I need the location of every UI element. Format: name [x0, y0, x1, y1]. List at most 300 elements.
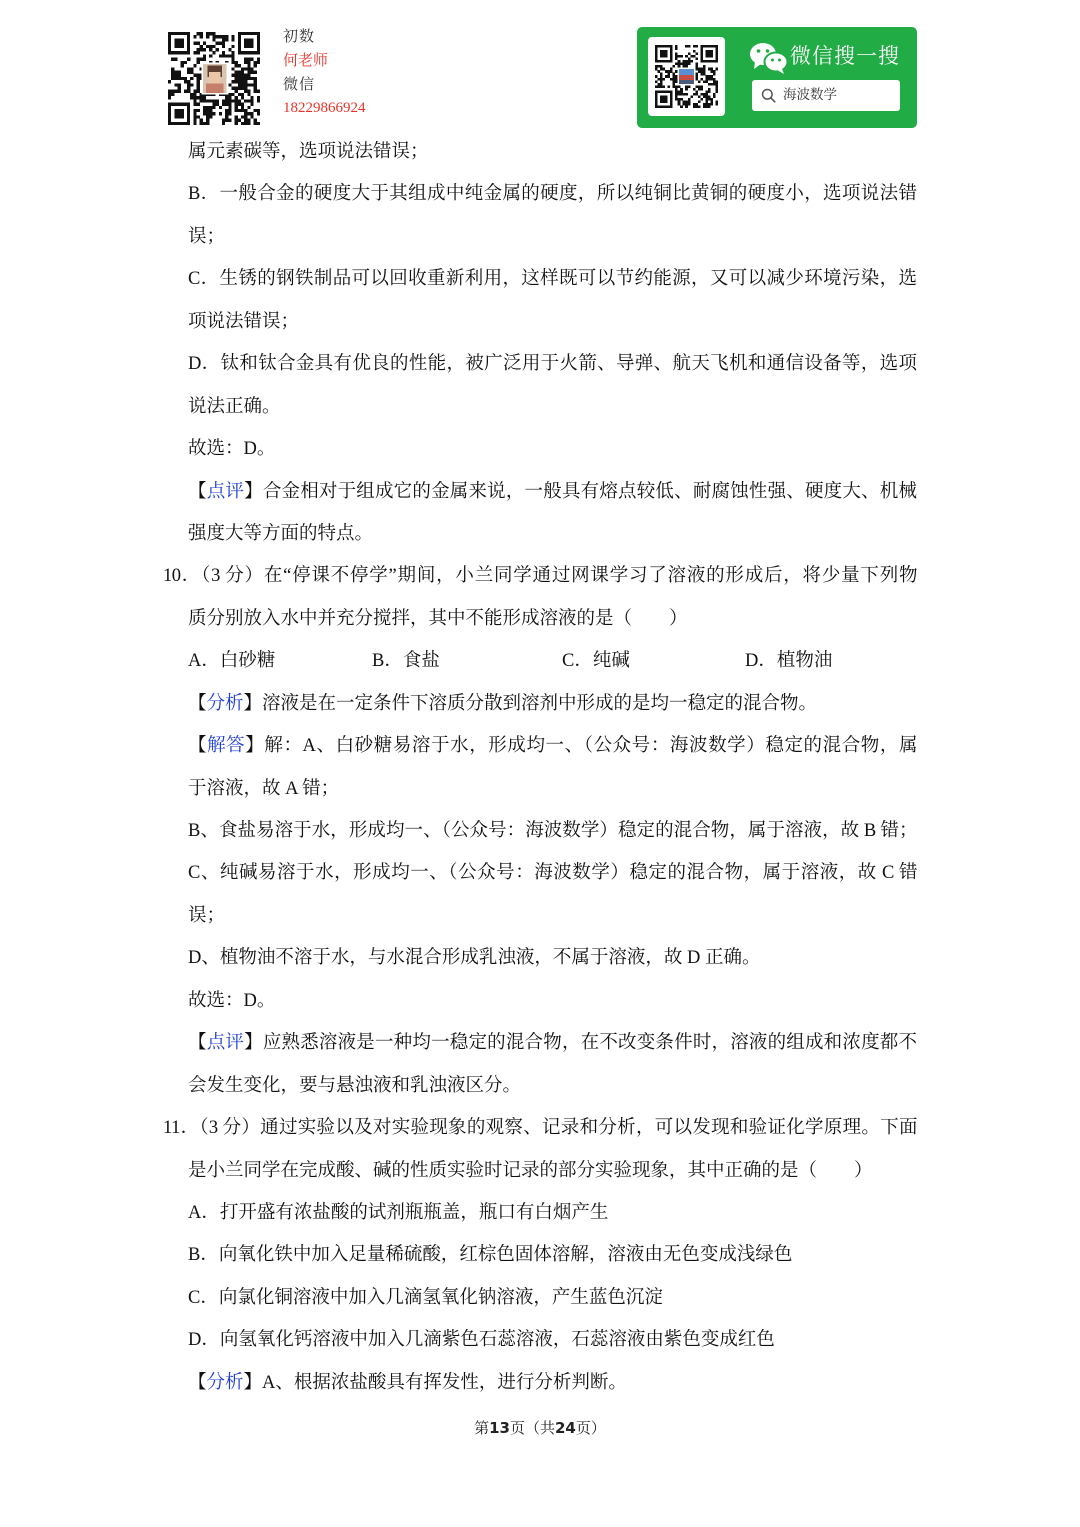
qr-module	[235, 119, 238, 122]
qr-module	[250, 58, 253, 61]
qr-module	[690, 55, 693, 58]
qr-logo-photo	[209, 72, 220, 83]
answer-text: 解：A、白砂糖易溶于水，形成均一、（公众号：海波数学）稳定的混合物，属	[264, 736, 917, 757]
qr-module	[203, 106, 206, 109]
qr-module	[250, 96, 253, 99]
qr-module	[673, 78, 676, 81]
qr-module	[693, 93, 696, 96]
qr-module	[247, 67, 250, 70]
q10-answer-line-2: 于溶液，故 A 错；	[188, 778, 340, 799]
wechat-search-box	[752, 80, 900, 111]
qr-module	[683, 63, 686, 66]
qr-module	[231, 54, 234, 57]
qr-module	[187, 87, 190, 90]
qr-module	[212, 32, 215, 35]
qr-module	[228, 96, 231, 99]
qr-module	[250, 70, 253, 73]
qr-module	[703, 70, 706, 73]
qr-module	[238, 80, 241, 83]
qr-module	[206, 99, 209, 102]
qr-module	[678, 63, 681, 66]
qr-module	[710, 78, 713, 81]
analysis-label: 分析	[206, 693, 244, 714]
qr-module	[688, 60, 691, 63]
qr-module	[665, 70, 668, 73]
qr-module	[688, 63, 691, 66]
qr-module	[698, 85, 701, 88]
qr-module	[257, 109, 260, 112]
qr-module	[244, 77, 247, 80]
qr-module	[685, 93, 688, 96]
qr-module	[675, 45, 678, 48]
qr-module	[222, 103, 225, 106]
bracket-close: 】	[243, 1372, 263, 1393]
qr-module	[660, 80, 663, 83]
qr-module	[171, 93, 174, 96]
qr-module	[708, 95, 711, 98]
qr-module	[235, 115, 238, 118]
qr-module	[685, 63, 688, 66]
qr-module	[678, 93, 681, 96]
qr-module	[250, 83, 253, 86]
qr-module	[203, 109, 206, 112]
qr-module	[190, 93, 193, 96]
qr-module	[705, 90, 708, 93]
qr-finder	[705, 50, 713, 58]
qr-module	[244, 80, 247, 83]
qr-module	[219, 106, 222, 109]
q10-answer-line-6: D、植物油不溶于水，与水混合形成乳浊液，不属于溶液，故 D 正确。	[188, 948, 761, 969]
qr-module	[235, 87, 238, 90]
qr-module	[715, 103, 718, 106]
qr-module	[713, 80, 716, 83]
qr-module	[181, 64, 184, 67]
review-text: 合金相对于组成它的金属来说，一般具有熔点较低、耐腐蚀性强、硬度大、机械	[262, 481, 917, 502]
qr-module	[187, 58, 190, 61]
qr-module	[247, 64, 250, 67]
qr-module	[228, 106, 231, 109]
qr-module	[705, 78, 708, 81]
qr-module	[225, 115, 228, 118]
qr-module	[250, 115, 253, 118]
qr-module	[174, 58, 177, 61]
qr-module	[197, 96, 200, 99]
qr-module	[206, 119, 209, 122]
qr-module	[247, 70, 250, 73]
qr-module	[212, 38, 215, 41]
qr-module	[197, 51, 200, 54]
qr-module	[238, 109, 241, 112]
qr-module	[257, 61, 260, 64]
qr-module	[212, 112, 215, 115]
qr-module	[705, 103, 708, 106]
qr-module	[673, 80, 676, 83]
qr-module	[710, 103, 713, 106]
q10-stem: 10．（3 分）在“停课不停学”期间，小兰同学通过网课学习了溶液的形成后，将少量下列物	[163, 566, 917, 587]
qr-module	[705, 75, 708, 78]
qr-module	[688, 58, 691, 61]
bracket-open: 【	[188, 1033, 207, 1054]
qr-module	[710, 83, 713, 86]
q10-option-b: B．食盐	[372, 651, 440, 672]
qr-module	[244, 122, 247, 125]
qr-module	[658, 83, 661, 86]
qr-module	[254, 122, 257, 125]
qr-module	[235, 106, 238, 109]
q9-review-cont: 强度大等方面的特点。	[188, 523, 374, 544]
qr-module	[231, 74, 234, 77]
qr-module	[675, 58, 678, 61]
qr-module	[187, 67, 190, 70]
q10-option-c: C．纯碱	[562, 651, 630, 672]
qr-module	[693, 55, 696, 58]
qr-module	[241, 115, 244, 118]
qr-module	[703, 93, 706, 96]
qr-module	[695, 75, 698, 78]
q10-option-a: A．白砂糖	[188, 651, 276, 672]
qr-module	[663, 68, 666, 71]
qr-module	[178, 90, 181, 93]
qr-module	[700, 78, 703, 81]
qr-module	[190, 77, 193, 80]
qr-logo-photo	[679, 80, 694, 84]
qr-module	[193, 109, 196, 112]
qr-code-right	[655, 45, 718, 108]
qr-module	[698, 95, 701, 98]
qr-module	[222, 119, 225, 122]
qr-module	[244, 119, 247, 122]
review-label: 点评	[206, 1033, 245, 1054]
qr-module	[193, 35, 196, 38]
qr-module	[678, 55, 681, 58]
qr-module	[193, 93, 196, 96]
qr-module	[181, 77, 184, 80]
qr-module	[238, 103, 241, 106]
qr-module	[206, 106, 209, 109]
qr-module	[675, 55, 678, 58]
qr-module	[174, 90, 177, 93]
qr-module	[212, 99, 215, 102]
qr-module	[203, 58, 206, 61]
qr-module	[238, 99, 241, 102]
bracket-open: 【	[188, 481, 207, 502]
q10-answer-line-4: C、纯碱易溶于水，形成均一、（公众号：海波数学）稳定的混合物，属于溶液，故 C 错	[188, 863, 917, 884]
qr-module	[698, 100, 701, 103]
qr-module	[200, 96, 203, 99]
qr-module	[184, 77, 187, 80]
qr-module	[190, 83, 193, 86]
qr-module	[683, 60, 686, 63]
qr-module	[254, 109, 257, 112]
qr-module	[209, 32, 212, 35]
qr-module	[685, 103, 688, 106]
qr-module	[203, 96, 206, 99]
qr-module	[168, 96, 171, 99]
qr-module	[675, 78, 678, 81]
qr-module	[715, 83, 718, 86]
qr-finder	[174, 38, 184, 48]
qr-module	[715, 80, 718, 83]
qr-module	[250, 112, 253, 115]
qr-module	[683, 65, 686, 68]
qr-module	[680, 93, 683, 96]
review-text: 应熟悉溶液是一种均一稳定的混合物，在不改变条件时，溶液的组成和浓度都不	[262, 1033, 917, 1054]
qr-module	[193, 96, 196, 99]
qr-module	[703, 68, 706, 71]
qr-module	[250, 99, 253, 102]
analysis-label: 分析	[206, 1372, 244, 1393]
qr-module	[658, 78, 661, 81]
qr-module	[247, 90, 250, 93]
qr-module	[708, 105, 711, 108]
qr-module	[695, 53, 698, 56]
qr-module	[184, 61, 187, 64]
qr-module	[203, 112, 206, 115]
qr-module	[200, 119, 203, 122]
qr-finder	[244, 38, 254, 48]
qr-module	[257, 112, 260, 115]
qr-module	[708, 83, 711, 86]
qr-finder	[660, 95, 668, 103]
qr-module	[231, 35, 234, 38]
qr-module	[228, 54, 231, 57]
qr-module	[670, 78, 673, 81]
wechat-search-title: 微信搜一搜	[790, 44, 900, 68]
contact-info	[283, 26, 366, 121]
qr-module	[680, 63, 683, 66]
qr-module	[244, 112, 247, 115]
qr-module	[247, 58, 250, 61]
qr-module	[197, 109, 200, 112]
q11-option-c: C．向氯化铜溶液中加入几滴氢氧化钠溶液，产生蓝色沉淀	[188, 1287, 663, 1308]
qr-module	[254, 77, 257, 80]
qr-module	[178, 74, 181, 77]
qr-module	[678, 103, 681, 106]
qr-module	[658, 65, 661, 68]
current-page-number: 13	[489, 1419, 510, 1437]
footer-middle: 页（共	[509, 1421, 555, 1437]
qr-module	[174, 83, 177, 86]
qr-module	[197, 48, 200, 51]
qr-module	[193, 51, 196, 54]
qr-module	[178, 77, 181, 80]
contact-subject: 初数	[283, 29, 316, 45]
qr-module	[688, 100, 691, 103]
qr-module	[222, 122, 225, 125]
qr-module	[222, 54, 225, 57]
qr-module	[715, 85, 718, 88]
qr-module	[231, 67, 234, 70]
qr-module	[228, 103, 231, 106]
qr-module	[241, 74, 244, 77]
bracket-open: 【	[188, 1372, 207, 1393]
q9-review	[188, 471, 917, 513]
q10-answer-line-5: 误；	[188, 905, 226, 926]
qr-module	[238, 64, 241, 67]
qr-module	[668, 75, 671, 78]
qr-module	[193, 64, 196, 67]
q11-stem-cont: 是小兰同学在完成酸、碱的性质实验时记录的部分实验现象，其中正确的是（ ）	[188, 1160, 873, 1181]
qr-module	[247, 106, 250, 109]
qr-module	[171, 58, 174, 61]
qr-module	[238, 93, 241, 96]
qr-module	[231, 87, 234, 90]
qr-module	[216, 35, 219, 38]
qr-module	[254, 70, 257, 73]
qr-module	[200, 122, 203, 125]
qr-module	[235, 90, 238, 93]
qr-module	[187, 80, 190, 83]
qr-module	[678, 65, 681, 68]
qr-module	[225, 38, 228, 41]
qr-module	[247, 93, 250, 96]
qr-module	[675, 93, 678, 96]
qr-module	[209, 115, 212, 118]
qr-module	[678, 98, 681, 101]
qr-module	[660, 65, 663, 68]
qr-module	[690, 95, 693, 98]
q11-analysis	[188, 1362, 917, 1404]
qr-module	[695, 68, 698, 71]
qr-module	[675, 85, 678, 88]
qr-module	[228, 119, 231, 122]
qr-module	[254, 61, 257, 64]
qr-module	[695, 105, 698, 108]
qr-module	[235, 77, 238, 80]
qr-module	[254, 64, 257, 67]
qr-module	[235, 109, 238, 112]
q11-option-a: A．打开盛有浓盐酸的试剂瓶瓶盖，瓶口有白烟产生	[188, 1202, 609, 1223]
qr-module	[231, 93, 234, 96]
qr-module	[688, 103, 691, 106]
qr-module	[197, 32, 200, 35]
qr-module	[668, 70, 671, 73]
q9-option-c-analysis: C．生锈的钢铁制品可以回收重新利用，这样既可以节约能源，又可以减少环境污染，选	[188, 269, 917, 290]
qr-module	[685, 88, 688, 91]
qr-module	[235, 99, 238, 102]
qr-module	[193, 90, 196, 93]
qr-module	[715, 88, 718, 91]
qr-module	[235, 70, 238, 73]
qr-code-left	[168, 32, 260, 125]
qr-module	[219, 35, 222, 38]
q10-choice: 故选：D。	[188, 990, 276, 1011]
q9-option-b-analysis: B．一般合金的硬度大于其组成中纯金属的硬度，所以纯铜比黄铜的硬度小，选项说法错	[188, 184, 917, 205]
qr-module	[673, 73, 676, 76]
qr-module	[235, 80, 238, 83]
qr-module	[238, 74, 241, 77]
qr-finder	[660, 50, 668, 58]
qr-module	[219, 54, 222, 57]
qr-module	[197, 74, 200, 77]
qr-module	[658, 85, 661, 88]
qr-module	[700, 73, 703, 76]
qr-module	[209, 106, 212, 109]
qr-module	[197, 103, 200, 106]
qr-module	[174, 74, 177, 77]
qr-module	[663, 85, 666, 88]
qr-module	[660, 78, 663, 81]
qr-module	[698, 68, 701, 71]
qr-module	[206, 112, 209, 115]
qr-module	[197, 42, 200, 45]
qr-module	[222, 45, 225, 48]
qr-module	[200, 35, 203, 38]
bracket-open: 【	[188, 693, 207, 714]
qr-module	[655, 80, 658, 83]
answer-label: 解答	[207, 736, 246, 757]
bracket-open: 【	[188, 736, 208, 757]
q9-choice: 故选：D。	[188, 439, 276, 460]
qr-module	[660, 83, 663, 86]
qr-module	[235, 96, 238, 99]
qr-module	[675, 70, 678, 73]
qr-module	[178, 87, 181, 90]
qr-module	[206, 32, 209, 35]
qr-module	[685, 60, 688, 63]
qr-module	[228, 83, 231, 86]
qr-module	[675, 80, 678, 83]
qr-module	[670, 70, 673, 73]
qr-module	[705, 93, 708, 96]
qr-module	[222, 35, 225, 38]
qr-module	[241, 70, 244, 73]
qr-module	[675, 48, 678, 51]
qr-module	[225, 103, 228, 106]
qr-module	[695, 63, 698, 66]
qr-module	[219, 112, 222, 115]
qr-module	[203, 99, 206, 102]
qr-module	[708, 78, 711, 81]
qr-module	[209, 54, 212, 57]
qr-module	[705, 105, 708, 108]
qr-module	[197, 80, 200, 83]
qr-module	[200, 99, 203, 102]
qr-module	[200, 32, 203, 35]
q9-option-b-analysis-cont: 误；	[188, 226, 226, 247]
qr-module	[235, 64, 238, 67]
qr-module	[710, 75, 713, 78]
qr-module	[673, 65, 676, 68]
qr-module	[655, 68, 658, 71]
review-label: 点评	[206, 481, 245, 502]
qr-module	[212, 45, 215, 48]
qr-module	[705, 95, 708, 98]
q9-option-d-analysis: D．钛和钛合金具有优良的性能，被广泛用于火箭、导弹、航天飞机和通信设备等，选项	[188, 354, 917, 375]
qr-module	[673, 83, 676, 86]
qr-module	[675, 53, 678, 56]
qr-module	[212, 51, 215, 54]
qr-module	[241, 80, 244, 83]
qr-module	[241, 77, 244, 80]
qr-module	[241, 67, 244, 70]
qr-module	[685, 85, 688, 88]
qr-module	[700, 85, 703, 88]
qr-module	[700, 93, 703, 96]
qr-module	[680, 105, 683, 108]
qr-module	[235, 74, 238, 77]
qr-module	[713, 70, 716, 73]
qr-module	[241, 93, 244, 96]
qr-module	[660, 68, 663, 71]
qr-module	[190, 96, 193, 99]
qr-module	[222, 51, 225, 54]
qr-frame	[648, 37, 725, 116]
qr-module	[187, 90, 190, 93]
qr-module	[675, 75, 678, 78]
qr-module	[187, 70, 190, 73]
qr-module	[174, 77, 177, 80]
